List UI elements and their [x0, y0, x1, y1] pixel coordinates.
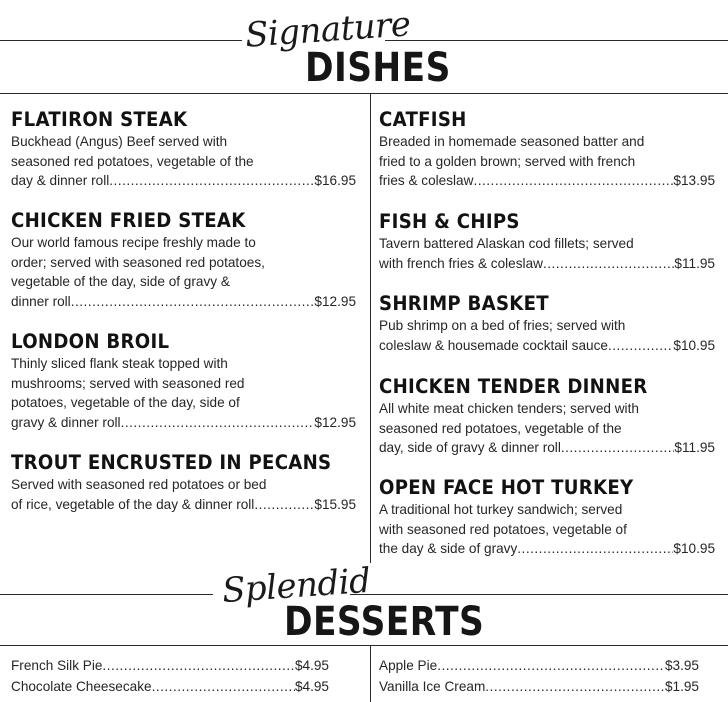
dish-item — [11, 109, 356, 191]
dish-description: Served with seasoned red potatoes or bed of rice, vegetable of the day & dinner roll ..... $15.95 — [11, 475, 356, 514]
dish-price: $11.95 — [674, 255, 715, 271]
desserts-divider — [370, 645, 371, 702]
dish-name: LONDON BROIL — [11, 330, 170, 353]
dish-item — [11, 331, 356, 432]
dessert-price: $4.95 — [294, 658, 329, 673]
dot-leader — [561, 438, 675, 458]
dessert-item: Vanilla Ice Cream ..... $1.95 — [379, 677, 699, 698]
dish-name: CATFISH — [379, 108, 467, 131]
dish-description: Tavern battered Alaskan cod fillets; served with french fries & coleslaw ..... $11.95 — [379, 234, 715, 273]
dot-leader — [543, 254, 674, 274]
dessert-item: French Silk Pie ..... $4.95 — [11, 656, 329, 677]
dish-price: $12.95 — [314, 293, 356, 309]
column-divider — [370, 93, 371, 563]
dot-leader — [485, 677, 665, 698]
dish-item — [379, 211, 715, 273]
desserts-rule-right — [350, 594, 728, 595]
desserts-title: DESSERTS — [284, 599, 485, 645]
dot-leader — [102, 656, 295, 677]
header-rule-bottom — [0, 93, 728, 94]
dish-name: FLATIRON STEAK — [11, 108, 188, 131]
dish-name: FISH & CHIPS — [379, 210, 520, 233]
dessert-item: Apple Pie ..... $3.95 — [379, 656, 699, 677]
dot-leader — [71, 292, 315, 312]
dish-description: A traditional hot turkey sandwich; served with seasoned red potatoes, vegetable of the day & side of gravy ..... $10.95 — [379, 500, 715, 559]
dish-price: $16.95 — [314, 173, 356, 189]
dish-item — [379, 293, 715, 355]
dish-description: Our world famous recipe freshly made to order; served with seasoned red potatoes, vegetable of the day, side of gravy & dinner roll ..... $12.95 — [11, 233, 356, 311]
dot-leader — [473, 171, 673, 191]
dot-leader — [517, 539, 673, 559]
dish-price: $10.95 — [673, 337, 715, 353]
dish-description: All white meat chicken tenders; served with seasoned red potatoes, vegetable of the day, side of gravy & dinner roll ..... $11.95 — [379, 399, 715, 458]
dish-description: Thinly sliced flank steak topped with mushrooms; served with seasoned red potatoes, vegetable of the day, side of gravy & dinner roll ..... $12.95 — [11, 354, 356, 432]
desserts-rule-left — [0, 594, 213, 595]
dish-item — [379, 376, 715, 458]
dot-leader — [152, 677, 295, 698]
dish-name: TROUT ENCRUSTED IN PECANS — [11, 451, 332, 474]
dot-leader — [109, 171, 314, 191]
dish-name: CHICKEN FRIED STEAK — [11, 209, 246, 232]
desserts-rule-bottom — [0, 645, 728, 646]
dessert-price: $1.95 — [664, 678, 699, 694]
desserts-script: Splendid — [220, 560, 372, 612]
dot-leader — [608, 336, 673, 356]
dish-item — [11, 452, 356, 514]
dish-name: SHRIMP BASKET — [379, 292, 549, 315]
dot-leader — [254, 495, 314, 515]
dish-item — [11, 210, 356, 311]
dish-price: $11.95 — [674, 440, 715, 456]
dish-price: $13.95 — [673, 173, 715, 189]
dish-item — [379, 109, 715, 191]
desserts-right-list — [379, 656, 699, 697]
dot-leader — [437, 656, 665, 677]
dish-item — [379, 477, 715, 559]
dessert-price: $4.95 — [294, 678, 329, 694]
header-title: DISHES — [305, 45, 451, 91]
header-rule-right — [385, 40, 728, 41]
dish-description: Pub shrimp on a bed of fries; served with coleslaw & housemade cocktail sauce ..... $10.95 — [379, 316, 715, 355]
desserts-left-list — [11, 656, 329, 697]
dish-name: CHICKEN TENDER DINNER — [379, 375, 648, 398]
dish-price: $12.95 — [314, 414, 356, 430]
dish-description: Breaded in homemade seasoned batter and fried to a golden brown; served with french fries & coleslaw ..... $13.95 — [379, 132, 715, 191]
dish-description: Buckhead (Angus) Beef served with seasoned red potatoes, vegetable of the day & dinner roll ..... $16.95 — [11, 132, 356, 191]
dish-name: OPEN FACE HOT TURKEY — [379, 476, 634, 499]
header-rule-left — [0, 40, 242, 41]
dish-price: $15.95 — [314, 496, 356, 512]
dessert-item: Chocolate Cheesecake ..... $4.95 — [11, 677, 329, 698]
dot-leader — [121, 413, 315, 433]
dessert-price: $3.95 — [664, 658, 699, 673]
dish-price: $10.95 — [673, 541, 715, 557]
header-script: Signature — [243, 4, 412, 56]
